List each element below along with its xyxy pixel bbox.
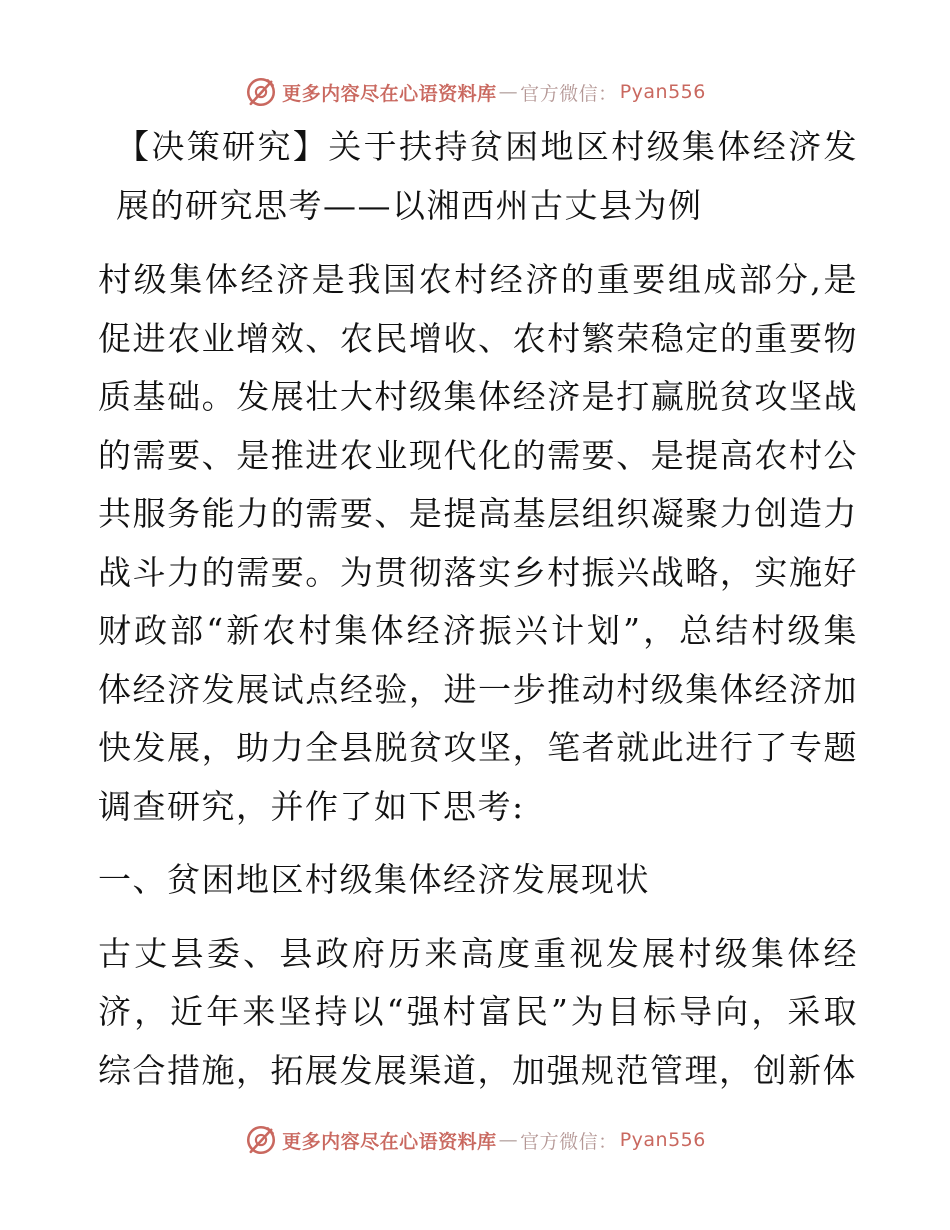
watermark-main-text: 更多内容尽在心语资料库 (282, 82, 497, 105)
document-body (98, 118, 858, 1115)
logo-icon (244, 1123, 278, 1157)
watermark-dash: — (498, 81, 519, 103)
logo-icon (244, 75, 278, 109)
watermark-label: 官方微信： (520, 1130, 618, 1153)
footer-watermark (0, 1120, 950, 1160)
section-heading: 一、贫困地区村级集体经济发展现状 (98, 860, 650, 899)
watermark-wechat-id: Pyan556 (619, 81, 706, 103)
watermark-main-text: 更多内容尽在心语资料库 (282, 1130, 497, 1153)
watermark-label: 官方微信： (520, 82, 618, 105)
paragraph-status: 古丈县委、县政府历来高度重视发展村级集体经济，近年来坚持以“强村富民”为目标导向，采取综合措施，拓展发展渠道，加强规范管理，创新体 (98, 933, 858, 1090)
document-title: 【决策研究】关于扶持贫困地区村级集体经济发展的研究思考——以湘西州古丈县为例 (116, 127, 858, 225)
watermark-wechat-id: Pyan556 (619, 1129, 706, 1151)
header-watermark (0, 72, 950, 112)
watermark-dash: — (498, 1129, 519, 1151)
paragraph-intro: 村级集体经济是我国农村经济的重要组成部分,是促进农业增效、农民增收、农村繁荣稳定的重要物质基础。发展壮大村级集体经济是打赢脱贫攻坚战的需要、是推进农业现代化的需要、是提高农村公共服务能力的需要、是提高基层组织凝聚力创造力战斗力的需要。为贯彻落实乡村振兴战略，实施好财政部“新农村集体经济振兴计划”，总结村级集体经济发展试点经验，进一步推动村级集体经济加快发展，助力全县脱贫攻坚，笔者就此进行了专题调查研究，并作了如下思考: (98, 260, 858, 826)
